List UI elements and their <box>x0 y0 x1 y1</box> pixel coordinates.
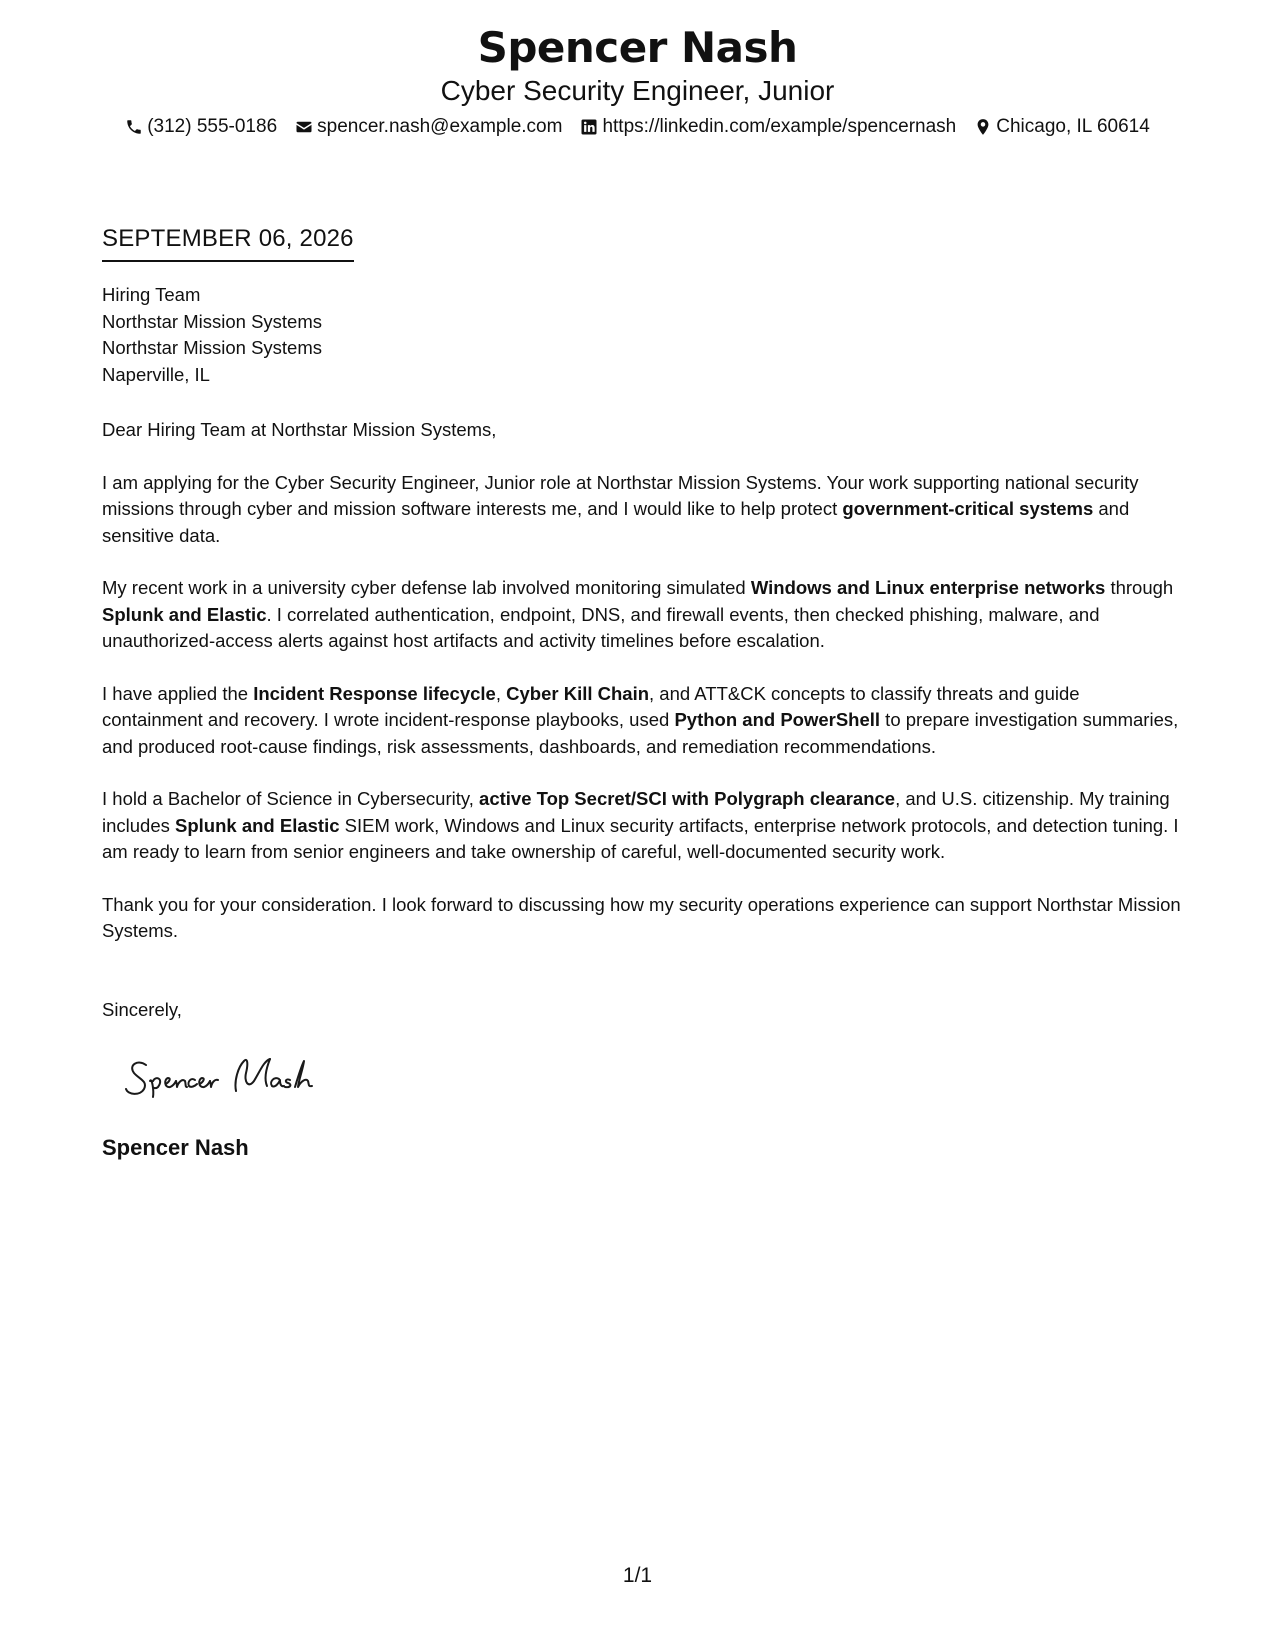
applicant-title: Cyber Security Engineer, Junior <box>440 75 835 106</box>
text-run: , and U.S. citizenship. My training includes <box>102 788 1170 836</box>
paragraph-skills <box>102 681 1182 761</box>
contact-phone <box>125 114 277 140</box>
paragraph-intro <box>102 470 1182 550</box>
signer-name: Spencer Nash <box>102 1135 249 1160</box>
contact-location <box>974 114 1150 140</box>
contact-linkedin[interactable] <box>580 114 956 140</box>
recipient-line: Naperville, IL <box>102 363 210 385</box>
handwritten-signature <box>124 1051 344 1105</box>
text-run: . I correlated authentication, endpoint, DNS, and firewall events, then checked phishing, malware, and unauthorized-access alerts against host artifacts and activity timelines before escalation. <box>102 603 1100 651</box>
linkedin-link[interactable]: https://linkedin.com/example/spencernash <box>602 116 957 137</box>
envelope-icon <box>295 118 313 136</box>
contact-bar <box>0 114 1275 140</box>
text-run: and sensitive data. <box>102 498 1130 546</box>
bold-text-run: active Top Secret/SCI with Polygraph clearance <box>479 788 896 809</box>
applicant-name: Spencer Nash <box>477 23 798 72</box>
paragraph-qualifications <box>102 786 1182 866</box>
text-run: I hold a Bachelor of Science in Cybersecurity, <box>102 788 480 809</box>
text-run: I have applied the <box>102 682 254 704</box>
text-run: through <box>1105 577 1174 598</box>
phone-text: (312) 555-0186 <box>147 116 278 137</box>
letter-header <box>0 22 1275 140</box>
contact-email[interactable] <box>295 114 562 140</box>
bold-text-run: Splunk and Elastic <box>175 814 340 836</box>
recipient-block <box>102 282 1182 388</box>
salutation: Dear Hiring Team at Northstar Mission Systems, <box>102 419 497 440</box>
page-number: 1/1 <box>622 1564 653 1587</box>
paragraph-experience <box>102 575 1182 655</box>
text-run: SIEM work, Windows and Linux security artifacts, enterprise network protocols, and detection tuning. I am ready to learn from senior engineers and take ownership of careful, well-documented security work. <box>102 814 1179 862</box>
text-run: I am applying for the Cyber Security Engineer, Junior role at Northstar Mission Systems. Your work supporting national security missions through cyber and mission software interests me, and I would like to help protect <box>102 471 1139 519</box>
bold-text-run: Windows and Linux enterprise networks <box>750 577 1106 598</box>
email-link[interactable]: spencer.nash@example.com <box>317 116 563 137</box>
text-run: , <box>495 682 507 704</box>
recipient-line: Northstar Mission Systems <box>102 337 322 358</box>
location-text: Chicago, IL 60614 <box>996 116 1150 137</box>
letter-body <box>102 282 1182 945</box>
bold-text-run: Cyber Kill Chain <box>506 682 650 704</box>
recipient-line: Hiring Team <box>102 284 201 305</box>
text-run: , and ATT&CK concepts to classify threats and guide containment and recovery. I wrote incident-response playbooks, used <box>102 682 1080 730</box>
phone-icon <box>125 118 143 136</box>
bold-text-run: Incident Response lifecycle <box>253 682 496 704</box>
letter-date: SEPTEMBER 06, 2026 <box>102 224 354 262</box>
closing-phrase: Sincerely, <box>102 999 182 1020</box>
bold-text-run: government-critical systems <box>842 498 1094 519</box>
bold-text-run: Splunk and Elastic <box>102 603 267 625</box>
text-run: My recent work in a university cyber defense lab involved monitoring simulated <box>102 577 751 598</box>
paragraph-closing: Thank you for your consideration. I look forward to discussing how my security operations experience can support Northstar Mission Systems. <box>102 893 1181 941</box>
recipient-line: Northstar Mission Systems <box>102 310 322 332</box>
bold-text-run: Python and PowerShell <box>674 709 881 730</box>
text-run: to prepare investigation summaries, and produced root-cause findings, risk assessments, dashboards, and remediation recommendations. <box>102 709 1179 757</box>
map-marker-icon <box>974 118 992 136</box>
linkedin-icon <box>580 118 598 136</box>
